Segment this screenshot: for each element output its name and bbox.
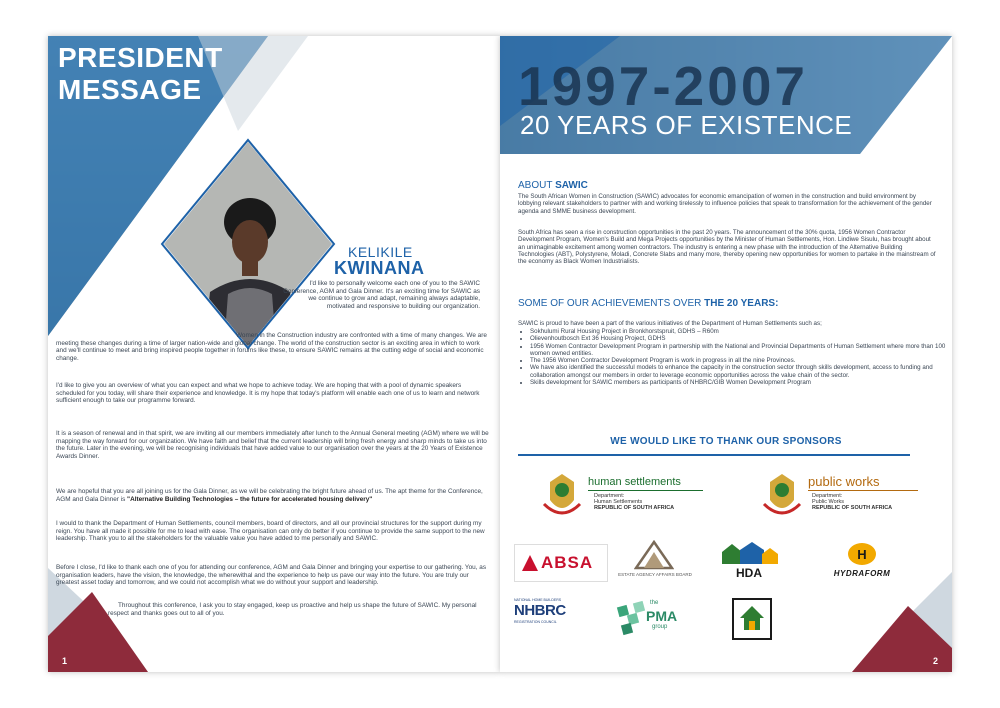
title-line-2: MESSAGE [58,74,202,105]
hydraform-text: HYDRAFORM [833,569,891,578]
absa-text: ABSA [541,553,594,572]
hda-text: HDA [736,566,762,580]
hydraform-logo [822,542,902,584]
absa-mark-icon [521,554,539,572]
hydraform-mark-icon [847,542,877,566]
page-number-right: 2 [932,656,938,666]
list-item: • 1956 Women Contractor Development Program in partnership with the National and Provincial Departments of Human Settlement where more than 100 women owned entities. [530,343,950,358]
coat-of-arms-icon [540,472,584,520]
pw-country: REPUBLIC OF SOUTH AFRICA [812,505,893,511]
nhbrc-top-text: NATIONAL HOME BUILDERS [514,598,562,602]
nhbrc-bottom-text: REGISTRATION COUNCIL [514,620,557,624]
achievements-heading-bold: THE 20 YEARS: [704,298,779,309]
page-number-left: 1 [62,656,68,666]
pma-text: PMA [646,608,678,624]
nhbrc-text: NHBRC [514,602,566,619]
house-icon [734,600,770,638]
right-page [500,36,952,672]
pw-name: public works [808,474,880,489]
page-title [58,42,223,106]
svg-text:H: H [857,547,867,562]
theme-intro: We are hopeful that you are all joining us for the Gala Dinner, as we will be celebrating the bright future ahead of us. The apt theme for the Conference, AGM and Gala Dinner is [56,488,483,503]
about-paragraph-2: South Africa has seen a rise in construction opportunities in the past 20 years. The announcement of the 30% quota, 1956 Women Contractor Development Program, Women's Build and Mega Projects opportunities by the Minister of Human Settlements, Hon. Lindiwe Sisulu, has brought about an unimaginable excitement among women contractors. The industry is entering a new phase with the introduction of the Alternative Building Technologies (ABT), Polystyrene, Moladi, Concrete Slabs and many more, thereby opening new opportunities for women to partake in the mainstream of the economy as Black Women Industrialists. [518,229,936,266]
pma-logo [614,596,690,644]
banner-years: 1997-2007 [518,55,809,117]
pw-dept: Department: [812,493,843,499]
theme-title: "Alternative Building Technologies – the future for accelerated housing delivery" [127,495,373,503]
hs-name: human settlements [588,476,681,488]
eaab-logo [610,540,700,584]
achievements-heading [518,298,778,309]
about-heading [518,180,588,191]
nhbrc-logo [514,598,564,644]
message-paragraph-6: I would to thank the Department of Human Settlements, council members, board of directors, and all our provincial structures for the support during my reign. You have all made it possible for me to lead with ease. The organisation can only do better if you continue to provide the same support to the new leadership. Thank you to all the stakeholders for the valuable value you have added to me personally and SAWIC. [56,520,485,542]
sponsors-divider [518,454,910,456]
message-paragraph-1: I'd like to personally welcome each one of you to the SAWIC Conference, AGM and Gala Dinner. It's an exciting time for SAWIC as we continue to grow and adapt, remaining always adaptable, motivated and responsive to building our organization. [283,280,480,310]
housing-logo [732,598,772,640]
achievements-list [518,328,950,386]
pma-group: group [652,624,668,630]
list-item: • The 1956 Women Contractor Development Program is work in progress in all the nine Provinces. [530,357,950,364]
title-line-1: PRESIDENT [58,42,223,73]
public-works-logo [760,472,930,522]
list-item: • Skills development for SAWIC members as participants of NHBRC/GIB Women Development Program [530,379,950,386]
pma-the: the [650,600,659,606]
message-paragraph-5 [56,488,490,503]
list-item: • Olievenhoutbosch Ext 36 Housing Project, GDHS [530,335,950,342]
about-heading-bold: SAWIC [555,180,588,191]
pw-dept2: Public Works [812,499,844,505]
about-heading-prefix: ABOUT [518,180,553,191]
list-item: • Sokhulumi Rural Housing Project in Bronkhorstspruit, GDHS – R60m [530,328,950,335]
banner-subtitle: 20 YEARS OF EXISTENCE [520,110,853,140]
message-paragraph-4: It is a season of renewal and in that spirit, we are inviting all our members immediately after lunch to the Annual General meeting (AGM) where we will be mapping the way forward for our organization. We have faith and belief that the current leadership will bring fresh energy and sharp minds to take us into the future. Later in the evening, we will be recognising individuals that have added value to our organisation over the years at the 20 Years of Existence Awards Dinner. [56,430,489,460]
message-paragraph-7: Before I close, I'd like to thank each one of you for attending our conference, AGM and Gala Dinner and bringing your expertise to our gathering. You, as organisation leaders, have the vision, the knowledge, the wherewithal and the experience to help us pave our way into the future. You are truly our greatest asset today and tomorrow, and we could not accomplish what we do without your support and leadership. [56,564,487,586]
achievements-intro: SAWIC is proud to have been a part of the various initiatives of the Department of Human Settlements such as; [518,320,822,327]
president-last-name: KWINANA [334,258,425,278]
message-paragraph-3: I'd like to give you an overview of what you can expect and what we hope to achieve today. We are hoping that with a pool of dynamic speakers scheduled for you today, will share their experience and knowledge. It is my hope that today's platform will enable each one of us to learn and network sufficient enough to take our programme forward. [56,382,480,404]
coat-of-arms-icon [760,472,804,520]
message-paragraph-8: Throughout this conference, I ask you to stay engaged, keep us proactive and help us shape the future of SAWIC. My personal respect and thanks goes out to all of you. [108,602,477,617]
message-paragraph-2: Women in the Construction industry are confronted with a time of many changes. We are meeting these changes during a time of larger nation-wide and global change. The world of the construction sector is an exciting area in which to work and we'll continue to meet and bring inspired people together in forums like these, to ensure SAWIC remains at the cutting edge of social and economic change. [56,332,487,362]
left-page [48,36,500,672]
eaab-mark-icon [634,540,674,570]
sponsors-heading: WE WOULD LIKE TO THANK OUR SPONSORS [610,436,842,447]
hs-dept: Department: [594,493,625,499]
human-settlements-logo [540,472,710,522]
pma-blocks-icon [616,598,648,638]
hs-dept2: Human Settlements [594,499,643,505]
achievements-heading-prefix: SOME OF OUR ACHIEVEMENTS OVER [518,298,702,309]
hda-logo [718,540,780,584]
eaab-text: ESTATE AGENCY AFFAIRS BOARD [618,572,692,577]
president-first-name: KELIKILE [348,244,413,260]
absa-logo [514,544,608,582]
hs-country: REPUBLIC OF SOUTH AFRICA [594,505,675,511]
about-paragraph-1: The South African Women in Construction (SAWIC) advocates for economic emancipation of women in the construction and build environment by lobbying relevant stakeholders to partner with and working tirelessly to influence policies that speak to transformation for the achievement of the gender agenda and SMME business development. [518,193,932,215]
list-item: • We have also identified the successful models to enhance the capacity in the construction sector through skills development, access to funding and collaboration amongst our members in order to leverage economic opportunities across the value chain of the sector. [530,364,950,379]
hda-houses-icon [718,540,780,566]
president-portrait [164,142,332,346]
